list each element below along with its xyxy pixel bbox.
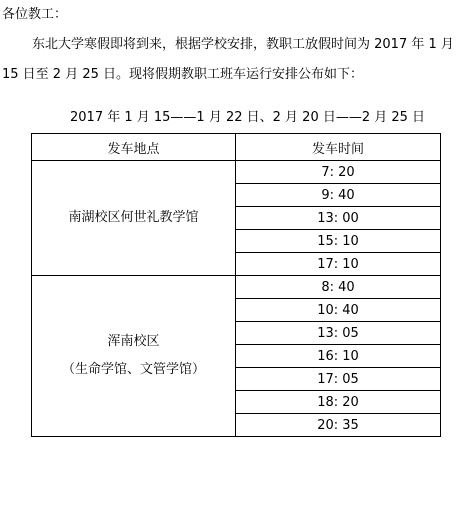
departure-time: 20: 35 — [236, 414, 441, 437]
departure-time: 13: 05 — [236, 322, 441, 345]
departure-time: 8: 40 — [236, 276, 441, 299]
departure-time: 18: 20 — [236, 391, 441, 414]
notice-paragraph-line-2: 15 日至 2 月 25 日。现将假期教职工班车运行安排公布如下： — [2, 67, 364, 82]
location-nanhu — [32, 161, 236, 276]
shuttle-schedule-table — [31, 133, 441, 437]
location-name: 浑南校区 — [107, 334, 160, 349]
departure-time: 15: 10 — [236, 230, 441, 253]
departure-time: 17: 05 — [236, 368, 441, 391]
notice-paragraph-line-1: 东北大学寒假即将到来，根据学校安排，教职工放假时间为 2017 年 1 月 — [32, 37, 454, 52]
schedule-period: 2017 年 1 月 15——1 月 22 日、2 月 20 日——2 月 25 日 — [70, 110, 426, 125]
table-row — [32, 161, 441, 184]
greeting: 各位教工： — [2, 7, 68, 22]
header-location: 发车地点 — [32, 134, 236, 161]
table-row — [32, 276, 441, 299]
departure-time: 7: 20 — [236, 161, 441, 184]
departure-time: 10: 40 — [236, 299, 441, 322]
location-name: 南湖校区何世礼教学馆 — [68, 210, 199, 225]
location-note: （生命学馆、文管学馆） — [61, 362, 205, 377]
header-time: 发车时间 — [236, 134, 441, 161]
departure-time: 16: 10 — [236, 345, 441, 368]
departure-time: 13: 00 — [236, 207, 441, 230]
table-header-row — [32, 134, 441, 161]
location-hunnan — [32, 276, 236, 437]
departure-time: 9: 40 — [236, 184, 441, 207]
departure-time: 17: 10 — [236, 253, 441, 276]
